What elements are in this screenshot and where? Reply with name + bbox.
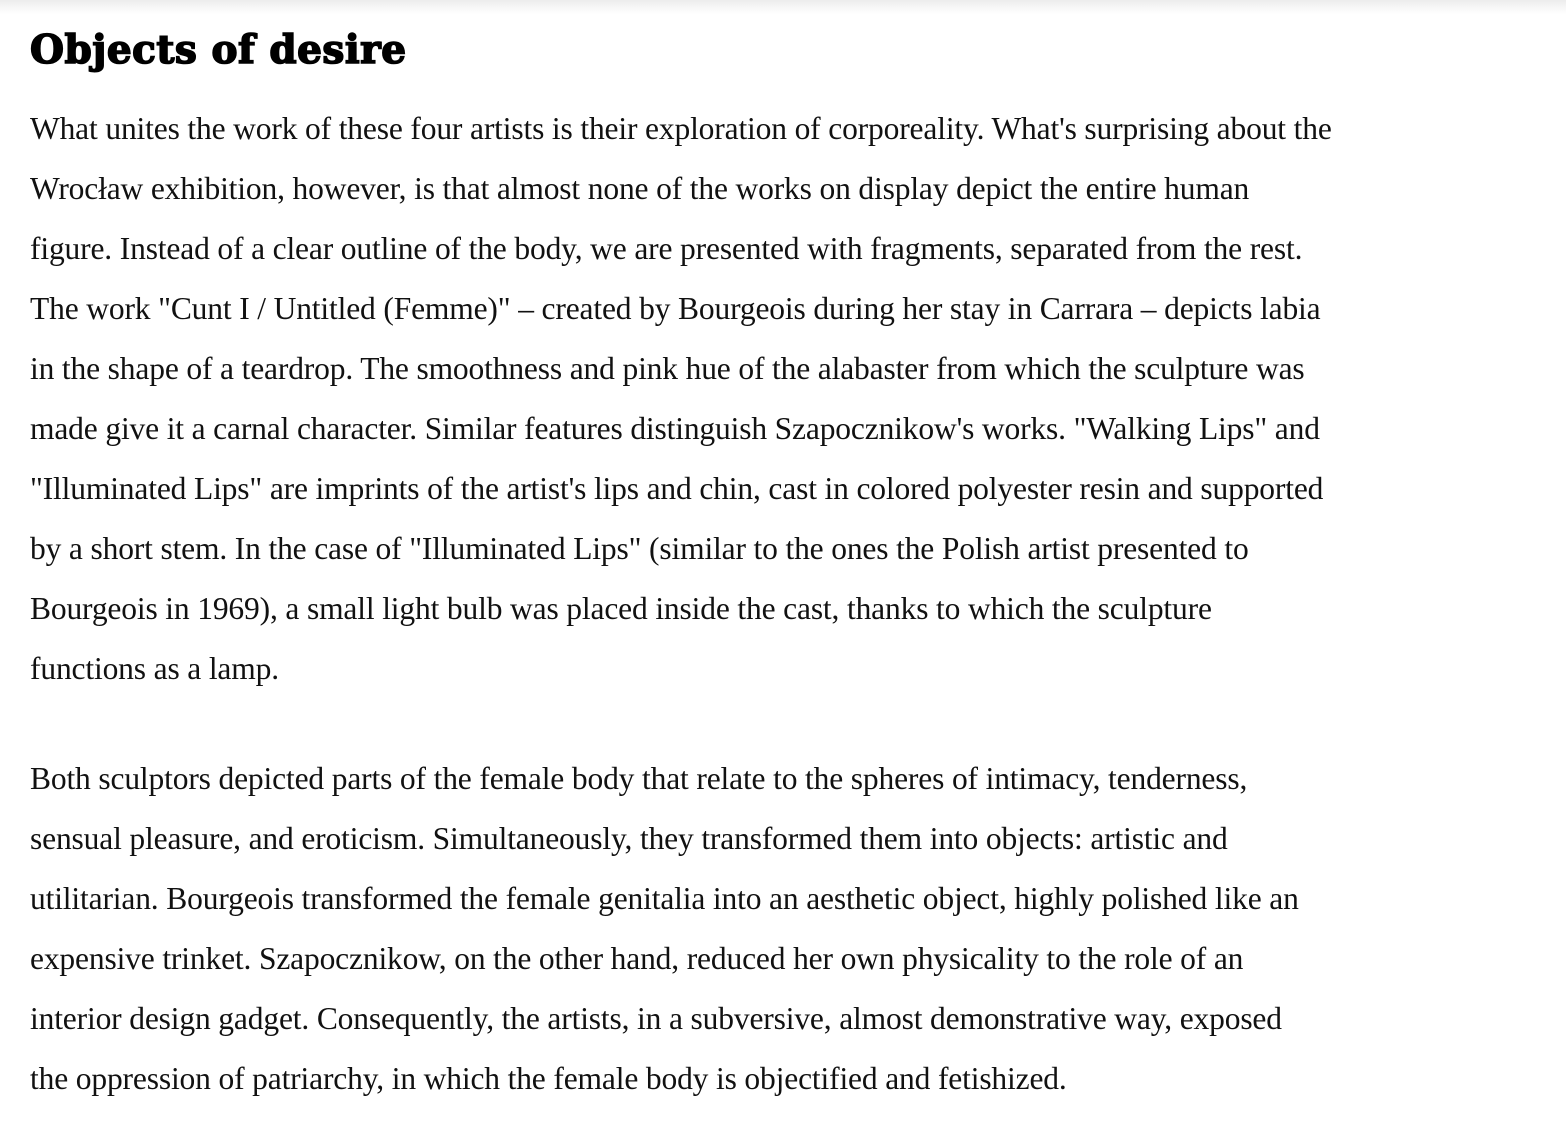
paragraph-line: sensual pleasure, and eroticism. Simultaneously, they transformed them into objects: artistic and (30, 821, 1228, 856)
paragraph-line: What unites the work of these four artists is their exploration of corporeality. What's surprising about the (30, 111, 1332, 146)
paragraph-line: "Illuminated Lips" are imprints of the artist's lips and chin, cast in colored polyester resin and supported (30, 471, 1324, 506)
paragraph-line: by a short stem. In the case of "Illuminated Lips" (similar to the ones the Polish artist presented to (30, 531, 1249, 566)
paragraph-line: The work "Cunt I / Untitled (Femme)" – created by Bourgeois during her stay in Carrara – depicts labia (30, 291, 1321, 326)
article-title: Objects of desire (30, 27, 407, 73)
paragraph-line: expensive trinket. Szapocznikow, on the other hand, reduced her own physicality to the role of an (30, 941, 1244, 976)
paragraph-line: figure. Instead of a clear outline of the body, we are presented with fragments, separated from the rest. (30, 231, 1303, 266)
paragraph-line: in the shape of a teardrop. The smoothness and pink hue of the alabaster from which the sculpture was (30, 351, 1305, 386)
top-edge-shadow (0, 0, 1566, 14)
paragraph-line: the oppression of patriarchy, in which the female body is objectified and fetishized. (30, 1061, 1067, 1096)
paragraph-line: made give it a carnal character. Similar features distinguish Szapocznikow's works. "Walking Lips" and (30, 411, 1320, 446)
paragraph-2 (30, 749, 1299, 1109)
paragraph-line: Wrocław exhibition, however, is that almost none of the works on display depict the entire human (30, 171, 1250, 206)
paragraph-line: Both sculptors depicted parts of the female body that relate to the spheres of intimacy, tenderness, (30, 761, 1248, 796)
paragraph-line: Bourgeois in 1969), a small light bulb was placed inside the cast, thanks to which the sculpture (30, 591, 1212, 626)
paragraph-1 (30, 99, 1332, 699)
paragraph-line: utilitarian. Bourgeois transformed the female genitalia into an aesthetic object, highly polished like an (30, 881, 1299, 916)
paragraph-line: functions as a lamp. (30, 651, 279, 686)
paragraph-line: interior design gadget. Consequently, the artists, in a subversive, almost demonstrative way, exposed (30, 1001, 1282, 1036)
